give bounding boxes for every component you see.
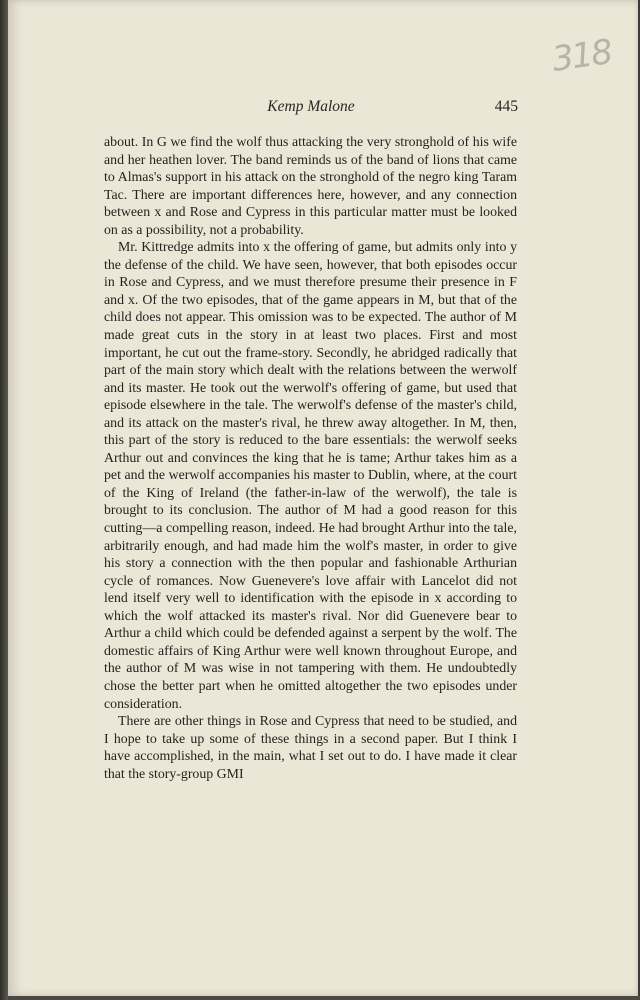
paragraph-3: There are other things in Rose and Cypress that need to be studied, and I hope to take up some of these things in a second paper. But I think I have accomplished, in the main, what I set out to do. I have made it clear that the story-group GMI (104, 713, 517, 781)
handwritten-folio-number: 318 (549, 32, 614, 80)
running-head-author: Kemp Malone (267, 98, 355, 115)
paragraph-1: about. In G we find the wolf thus attacking the very stronghold of his wife and her heathen lover. The band reminds us of the band of lions that came to Almas's support in his attack on the stronghold of the negro king Taram Tac. There are important differences here, however, and any connection between x and Rose and Cypress in this particular matter must be looked on as a possibility, not a probability. (104, 134, 517, 237)
paragraph-2: Mr. Kittredge admits into x the offering of game, but admits only into y the defense of the child. We have seen, however, that both episodes occur in Rose and Cypress, and we must therefore presume their presence in F and x. Of the two episodes, that of the game appears in M, but that of the child does not appear. This omission was to be expected. The author of M made great cuts in the story in at least two places. First and most important, he cut out the frame-story. Secondly, he abridged radically that part of the main story which dealt with the relations between the werwolf and its master. He took out the werwolf's offering of game, but used that episode elsewhere in the tale. The werwolf's defense of the master's child, and its attack on the master's rival, he threw away altogether. In M, then, this part of the story is reduced to the bare essentials: the werwolf seeks Arthur out and convinces the king that he is tame; Arthur takes him as a pet and the werwolf accompanies his master to Dublin, where, at the court of the King of Ireland (the father-in-law of the werwolf), the tale is brought to its conclusion. The author of M had a good reason for this cutting—a compelling reason, indeed. He had brought Arthur into the tale, arbitrarily enough, and had made him the wolf's master, in order to give his story a connection with the then popular and fashionable Arthurian cycle of romances. Now Guenevere's love affair with Lancelot did not lend itself very well to identification with the episode in x according to which the wolf attacked its master's rival. Nor did Guenevere bear to Arthur a child which could be defended against a serpent by the wolf. The domestic affairs of King Arthur were well known throughout Europe, and the author of M was wise in not tampering with them. He undoubtedly chose the better part when he omitted altogether the two episodes under consideration. (104, 239, 517, 711)
body-text (104, 133, 517, 782)
page-number: 445 (494, 98, 518, 115)
page-bottom-edge (8, 996, 640, 1000)
book-spine-shadow (0, 0, 8, 1000)
running-head (104, 98, 518, 118)
